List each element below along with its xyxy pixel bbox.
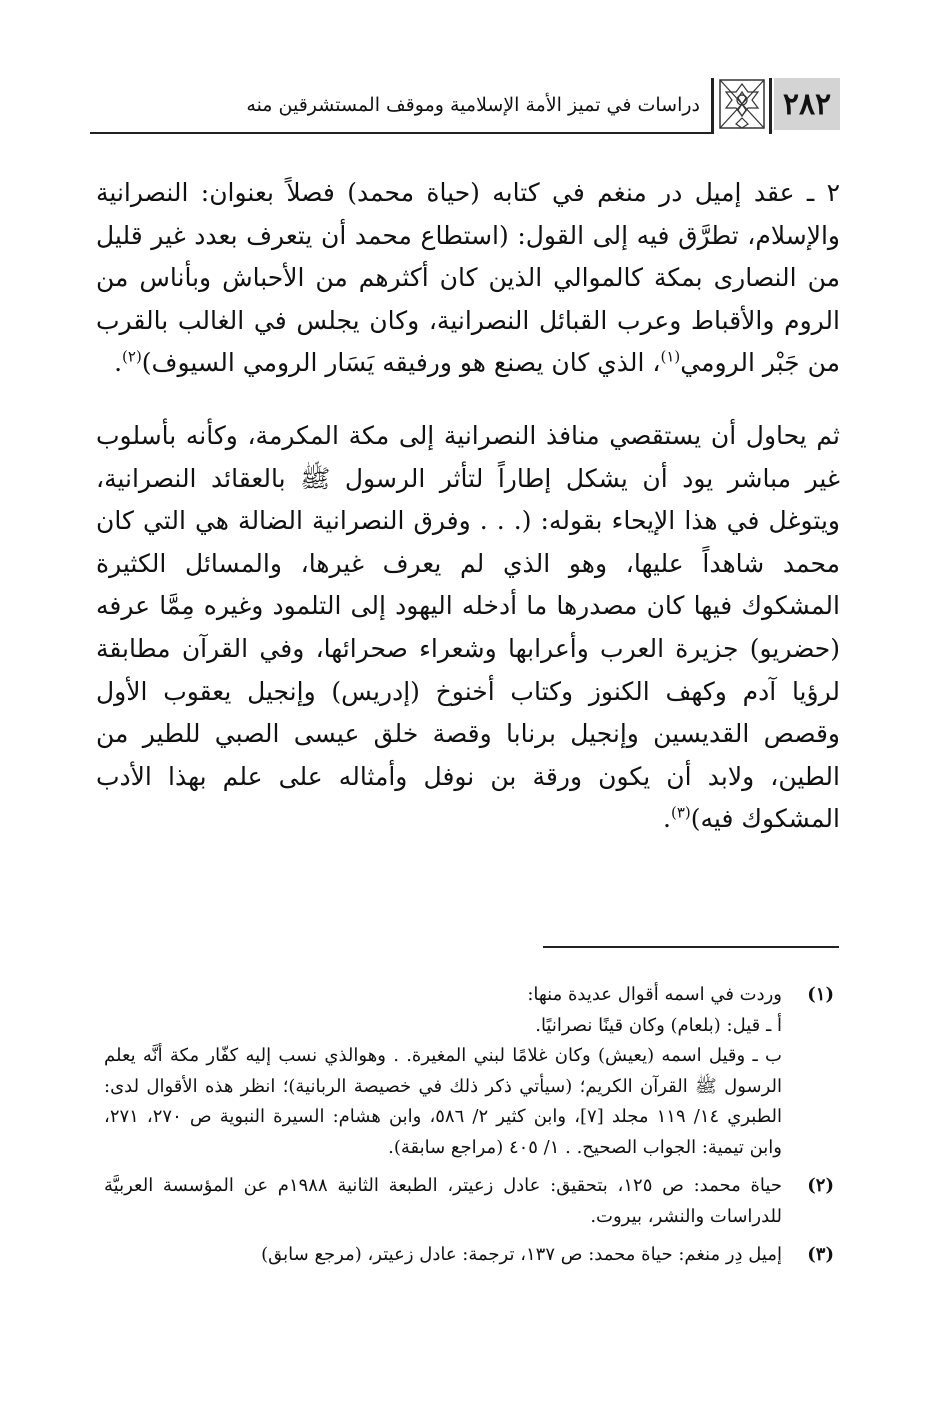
page-header [90, 78, 840, 134]
footnote-number: (١) [807, 984, 834, 1005]
geometric-ornament-icon [718, 78, 766, 130]
footnote-line: وردت في اسمه أقوال عديدة منها: [527, 984, 782, 1005]
footnote-number: (٣) [807, 1244, 834, 1265]
footnote-item [104, 980, 834, 1163]
header-rule [90, 132, 712, 134]
paragraph-text: ، الذي كان يصنع هو ورفيقه يَسَار الرومي السيوف) [141, 348, 661, 378]
footnote-line: حياة محمد: ص ١٢٥، بتحقيق: عادل زعيتر، الطبعة الثانية ١٩٨٨م عن المؤسسة العربيَّة للدراسات والنشر، بيروت. [104, 1175, 782, 1227]
page-number: ٢٨٢ [774, 78, 840, 130]
footnote-item [104, 1240, 834, 1271]
footnote-line: أ ـ قيل: (بلعام) وكان قينًا نصرانيًا. [535, 1014, 782, 1036]
footnote-separator [543, 946, 839, 948]
header-separator [711, 78, 714, 134]
footnote-line: ب ـ وقيل اسمه (يعيش) وكان غلامًا لبني المغيرة. . وهوالذي نسب إليه كفّار مكة أنَّه يعلم الرسول ﷺ القرآن الكريم؛ (سيأتي ذكر ذلك في خصيصة الربانية)؛ انظر هذه الأقوال لدى: الطبري ١٤/ ١١٩ مجلد [٧]، وابن كثير ٢/ ٥٨٦، وابن هشام: السيرة النبوية ص ٢٧٠، ٢٧١، وابن تيمية: الجواب الصحيح. . ١/ ٤٠٥ (مراجع سابقة). [104, 1045, 782, 1158]
paragraph-text: ثم يحاول أن يستقصي منافذ النصرانية إلى مكة المكرمة، وكأنه بأسلوب غير مباشر يود أن يشكل إطاراً لتأثر الرسول ﷺ بالعقائد النصرانية، ويتوغل في هذا الإيحاء بقوله: (. . . وفرق النصرانية الضالة هي التي كان محمد شاهداً عليها، وهو الذي لم يعرف غيرها، والمسائل الكثيرة المشكوك فيها كان مصدرها ما أدخله اليهود إلى التلمود وغيره مِمَّا عرفه (حضريو) جزيرة العرب وأعرابها وشعراء صحرائها، وفي القرآن مطابقة لرؤيا آدم وكهف الكنوز وكتاب أخنوخ (إدريس) وإنجيل يعقوب الأول وقصص القديسين وإنجيل برنابا وقصة خلق عيسى الصبي للطير من الطين، ولابد أن يكون ورقة بن نوفل وأمثاله على علم بهذا الأدب المشكوك فيه) [96, 420, 840, 834]
footnote-ref: (١) [660, 348, 681, 367]
footnote-line: إميل دِر منغم: حياة محمد: ص ١٣٧، ترجمة: عادل زعيتر، (مرجع سابق) [261, 1244, 782, 1265]
footnote-ref: (٣) [670, 803, 691, 822]
paragraph-end: . [663, 804, 671, 834]
paragraph-end: . [114, 348, 123, 378]
paragraph [96, 172, 840, 385]
footnote-ref: (٢) [122, 348, 142, 367]
footnote-number: (٢) [807, 1175, 834, 1196]
footnote-item [104, 1171, 834, 1232]
paragraph-text: ٢ ـ عقد إميل در منغم في كتابه (حياة محمد) فصلاً بعنوان: النصرانية والإسلام، تطرَّق فيه إلى القول: (استطاع محمد أن يتعرف بعدد غير قليل من النصارى بمكة كالموالي الذين كان أكثرهم من الأحباش وبأناس من الروم والأقباط وعرب القبائل النصرانية، وكان يجلس في الغالب بالقرب من جَبْر الرومي [96, 178, 840, 378]
header-separator [769, 78, 772, 134]
running-title: دراسات في تميز الأمة الإسلامية وموقف المستشرقين منه [246, 94, 700, 116]
footnotes [104, 980, 834, 1271]
body-text [96, 172, 840, 841]
paragraph [96, 415, 840, 841]
